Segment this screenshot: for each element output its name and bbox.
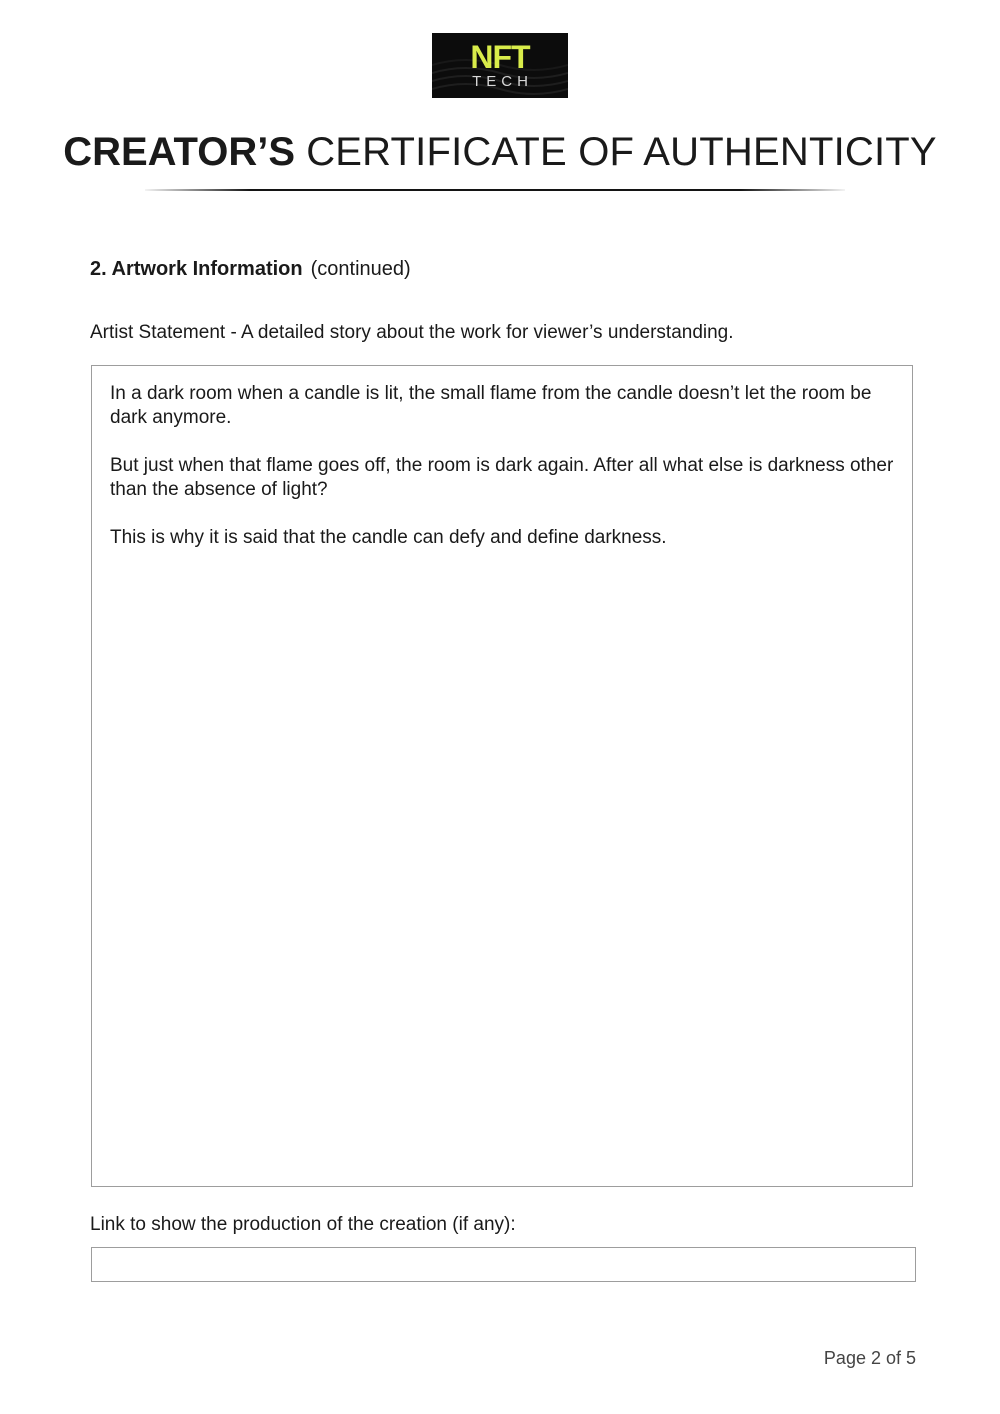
page-number: Page 2 of 5: [823, 1348, 916, 1368]
page-title-light: CERTIFICATE OF AUTHENTICITY: [306, 130, 937, 174]
logo-main-text: NFT: [470, 39, 530, 75]
nft-tech-logo: [432, 33, 568, 98]
artist-statement-textarea[interactable]: [91, 365, 913, 1187]
statement-paragraph: This is why it is said that the candle can defy and define darkness.: [110, 527, 667, 548]
title-divider: [145, 189, 845, 191]
section-heading-title: 2. Artwork Information: [90, 258, 303, 280]
page-title: [0, 128, 1000, 176]
section-heading: [90, 256, 411, 282]
statement-paragraph: In a dark room when a candle is lit, the small flame from the candle doesn’t let the room be dark anymore.: [110, 383, 872, 428]
production-link-label: Link to show the production of the creation (if any):: [90, 1214, 516, 1235]
section-heading-note: (continued): [310, 258, 411, 280]
page-title-bold: CREATOR’S: [63, 130, 296, 174]
statement-paragraph: But just when that flame goes off, the room is dark again. After all what else is darkness other than the absence of light?: [110, 455, 894, 500]
artist-statement-label: Artist Statement - A detailed story about the work for viewer’s understanding.: [90, 322, 734, 343]
production-link-field[interactable]: [91, 1247, 916, 1282]
logo-sub-text: TECH: [472, 73, 533, 90]
